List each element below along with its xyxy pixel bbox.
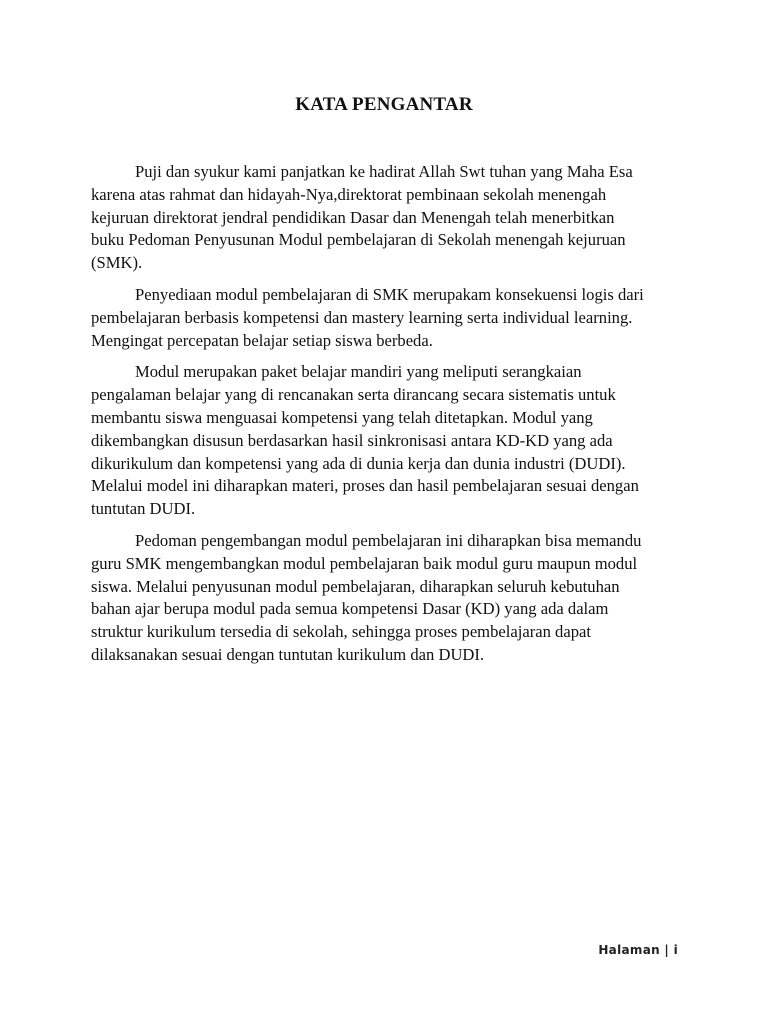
paragraph-line: Puji dan syukur kami panjatkan ke hadirat Allah Swt tuhan yang Maha Esa: [135, 162, 633, 181]
paragraph-line: dikembangkan disusun berdasarkan hasil sinkronisasi antara KD-KD yang ada: [91, 430, 613, 450]
paragraph-line: Melalui model ini diharapkan materi, proses dan hasil pembelajaran sesuai dengan: [91, 476, 639, 496]
paragraph-line: siswa. Melalui penyusunan modul pembelajaran, diharapkan seluruh kebutuhan: [91, 576, 620, 596]
paragraph-line: (SMK).: [91, 253, 143, 273]
paragraph-line: tuntutan DUDI.: [91, 499, 196, 519]
page-number-footer: Halaman | i: [598, 943, 678, 957]
paragraph-2: [91, 284, 681, 352]
paragraph-line: pengalaman belajar yang di rencanakan serta dirancang secara sistematis untuk: [91, 385, 616, 405]
paragraph-line: struktur kurikulum tersedia di sekolah, sehingga proses pembelajaran dapat: [91, 622, 591, 642]
paragraph-line: guru SMK mengembangkan modul pembelajaran baik modul guru maupun modul: [91, 553, 638, 573]
paragraph-line: bahan ajar berupa modul pada semua kompetensi Dasar (KD) yang ada dalam: [91, 599, 609, 619]
paragraph-line: buku Pedoman Penyusunan Modul pembelajaran di Sekolah menengah kejuruan: [91, 230, 626, 250]
paragraph-4: [91, 530, 681, 667]
paragraph-line: dikurikulum dan kompetensi yang ada di dunia kerja dan dunia industri (DUDI).: [91, 453, 626, 473]
paragraph-line: karena atas rahmat dan hidayah-Nya,direktorat pembinaan sekolah menengah: [91, 184, 607, 204]
paragraph-line: pembelajaran berbasis kompetensi dan mastery learning serta individual learning.: [91, 307, 633, 327]
paragraph-line: Mengingat percepatan belajar setiap siswa berbeda.: [91, 330, 433, 350]
paragraph-3: [91, 361, 681, 521]
paragraph-line: kejuruan direktorat jendral pendidikan Dasar dan Menengah telah menerbitkan: [91, 207, 615, 227]
paragraph-line: Penyediaan modul pembelajaran di SMK merupakam konsekuensi logis dari: [135, 284, 644, 304]
body-text: [91, 161, 681, 676]
paragraph-line: Modul merupakan paket belajar mandiri yang meliputi serangkaian: [135, 362, 582, 382]
page-title: KATA PENGANTAR: [295, 94, 473, 115]
paragraph-line: membantu siswa menguasai kompetensi yang telah ditetapkan. Modul yang: [91, 407, 593, 427]
paragraph-1: [91, 161, 681, 275]
paragraph-line: Pedoman pengembangan modul pembelajaran ini diharapkan bisa memandu: [135, 530, 642, 550]
paragraph-line: dilaksanakan sesuai dengan tuntutan kurikulum dan DUDI.: [91, 644, 485, 664]
